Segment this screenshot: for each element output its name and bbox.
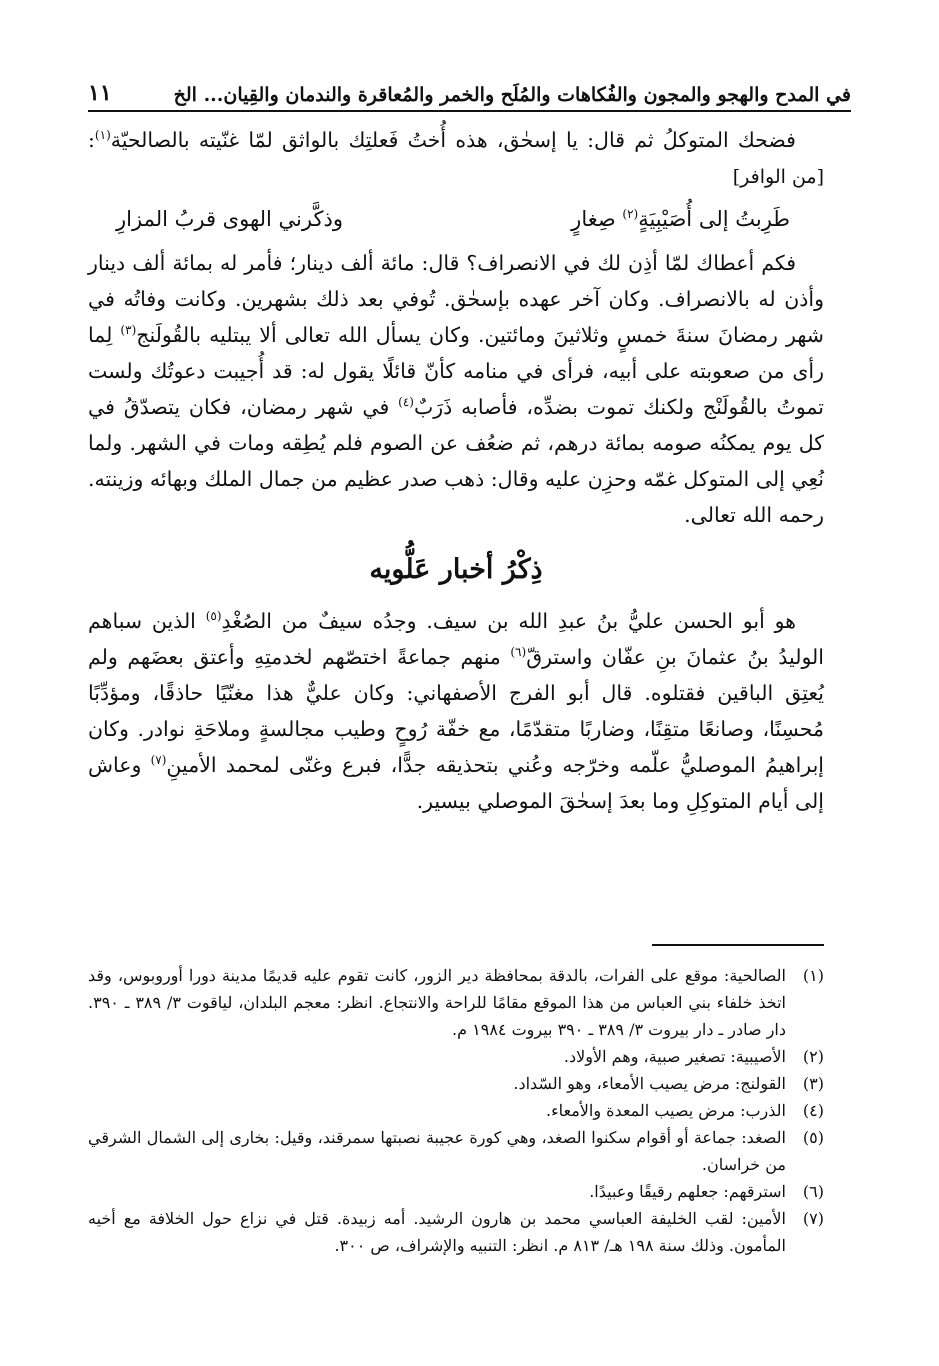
footnote-ref-5: (٥): [205, 609, 222, 624]
verse-first-hemistich: [571, 199, 790, 239]
footnote: [88, 1124, 824, 1178]
footnote: [88, 1205, 824, 1259]
footnote: [88, 1097, 824, 1124]
paragraph-2-part-a: فكم أعطاك لمّا أذِن لك في الانصراف؟ قال: مائة ألف دينار؛ فأمر له بمائة ألف دينار وأذن له بالانصراف. وكان آخر عهده بإسحٰق. تُوفي بعد ذلك بشهرين. وكانت وفاتُه في شهر رمضانَ سنةَ خمسٍ وثلاثينَ ومائتين. وكان يسأل الله تعالى ألا يبتليه بالقُولَنج: [88, 251, 824, 347]
main-text: [88, 122, 824, 819]
section-heading: ذِكْرُ أخبار عَلُّويه: [369, 554, 543, 585]
footnote-number: (٢): [802, 1047, 824, 1066]
verse-first-part-b: صِغارٍ: [571, 207, 616, 231]
paragraph-3-part-a: هو أبو الحسن عليُّ بنُ عبدِ الله بن سيف. وجدُه سيفٌ من الصُغْدِ: [221, 609, 796, 633]
paragraph-2-part-b: لِما رأى من صعوبته على أبيه، فرأى في منامه كأنّ قائلًا يقول له: قد أُجيبت دعوتُك ولست تموتُ بالقُولَنْج ولكنك تموت بضدِّه، فأصابه ذَرَبٌ: [88, 323, 824, 419]
footnote-number: (١): [802, 966, 824, 985]
paragraph-1: [88, 122, 824, 195]
paragraph-3: [88, 603, 824, 819]
footnote-ref-7: (٧): [150, 753, 167, 768]
footnote-ref-3: (٣): [120, 323, 137, 338]
paragraph-2-part-c: في شهر رمضان، فكان يتصدّقُ في كل يوم يمكنُه صومه بمائة درهم، ثم ضعُف عن الصوم فلم يُطِقه ومات في الشهر. ولما نُعِي إلى المتوكل غمّه وحزِن عليه وقال: ذهب صدر عظيم من جمال الملك وبهائه وزينته. رحمه الله تعالى.: [88, 395, 824, 527]
footnote-number: (٣): [802, 1074, 824, 1093]
footnote: [88, 1070, 824, 1097]
footnote-text: القولنج: مرض يصيب الأمعاء، وهو السّداد.: [513, 1074, 786, 1093]
paragraph-3-part-c: منهم جماعةً اختصّهم لخدمتِهِ وأعتق بعضَهم ولم يُعتِق الباقين فقتلوه. قال أبو الفرج الأصفهاني: وكان عليٌّ هذا مغنّيًا حاذقًا، ومؤدِّبًا مُحسِنًا، وصانعًا متقِنًا، وضاربًا متقدّمًا، مع خفّة رُوحٍ وطيب مجالسةٍ وملاحَةِ نوادر. وكان إبراهيمُ الموصليُّ علّمه وخرّجه وعُني بتحذيقه جدًّا، فبرع وغنّى لمحمد الأمينِ: [88, 645, 824, 777]
paragraph-2: [88, 245, 824, 533]
footnote: [88, 1178, 824, 1205]
footnote-ref-2: (٢): [622, 207, 639, 221]
running-title: في المدح والهجو والمجون والفُكاهات والمُلَح والخمر والمُعاقرة والندمان والقِيان... الخ: [173, 84, 851, 106]
footnote-text: الأمين: لقب الخليفة العباسي محمد بن هارون الرشيد. أمه زبيدة. قتل في نزاع حول الخلافة مع أخيه المأمون. وذلك سنة ١٩٨ هـ/ ٨١٣ م. انظر: التنبيه والإشراف، ص ٣٠٠.: [88, 1209, 786, 1255]
footnote: [88, 1043, 824, 1070]
meter-label: [من الوافر]: [732, 166, 824, 188]
footnote-text: الصالحية: موقع على الفرات، بالدقة بمحافظة دير الزور، كانت تقوم عليه قديمًا مدينة دورا أوروبوس، وقد اتخذ خلفاء بني العباس من هذا الموقع مقامًا للراحة والانتجاع. انظر: معجم البلدان، لياقوت ٣/ ٣٨٩ ـ ٣٩٠. دار صادر ـ دار بيروت ٣/ ٣٨٩ ـ ٣٩٠ بيروت ١٩٨٤ م.: [88, 966, 786, 1039]
page-header: [88, 66, 851, 112]
paragraph-1-text: فضحك المتوكلُ ثم قال: يا إسحٰق، هذه أُختُ فَعلتِك بالواثق لمّا غنّيته بالصالحيّة: [110, 128, 796, 152]
footnote-text: استرقهم: جعلهم رقيقًا وعبيدًا.: [589, 1182, 786, 1201]
footnote-text: الصغد: جماعة أو أقوام سكنوا الصغد، وهي كورة عجيبة نصبتها سمرقند، وقيل: بخارى إلى الشمال الشرقي من خراسان.: [88, 1128, 786, 1174]
verse-first-part-a: طَرِبتُ إلى أُصَيْبِيَةٍ: [638, 207, 790, 231]
footnote-text: الذرب: مرض يصيب المعدة والأمعاء.: [546, 1101, 786, 1120]
paragraph-3-part-d: وعاش إلى أيام المتوكِلِ وما بعدَ إسحٰقَ الموصلي بيسير.: [88, 753, 824, 813]
paragraph-3-part-b: الذين سباهم الوليدُ بنُ عثمانَ بنِ عفّان واسترقّ: [88, 609, 824, 669]
footnote-number: (٦): [802, 1182, 824, 1201]
footnote-number: (٤): [802, 1101, 824, 1120]
footnote-ref-6: (٦): [510, 645, 527, 660]
page-number: ١١: [88, 80, 112, 106]
footnote-ref-1: (١): [94, 128, 111, 143]
footnote-number: (٥): [802, 1128, 824, 1147]
footnotes: [88, 962, 824, 1259]
footnote: [88, 962, 824, 1043]
footnote-text: الأصيبية: تصغير صبية، وهم الأولاد.: [563, 1047, 786, 1066]
poem-verse: [88, 195, 824, 245]
footnote-number: (٧): [802, 1209, 824, 1228]
footnote-ref-4: (٤): [398, 395, 414, 410]
verse-second-hemistich: وذكَّرني الهوى قربُ المزارِ: [116, 207, 343, 231]
footnote-separator: [652, 944, 824, 946]
paragraph-1-colon: :: [88, 128, 95, 152]
